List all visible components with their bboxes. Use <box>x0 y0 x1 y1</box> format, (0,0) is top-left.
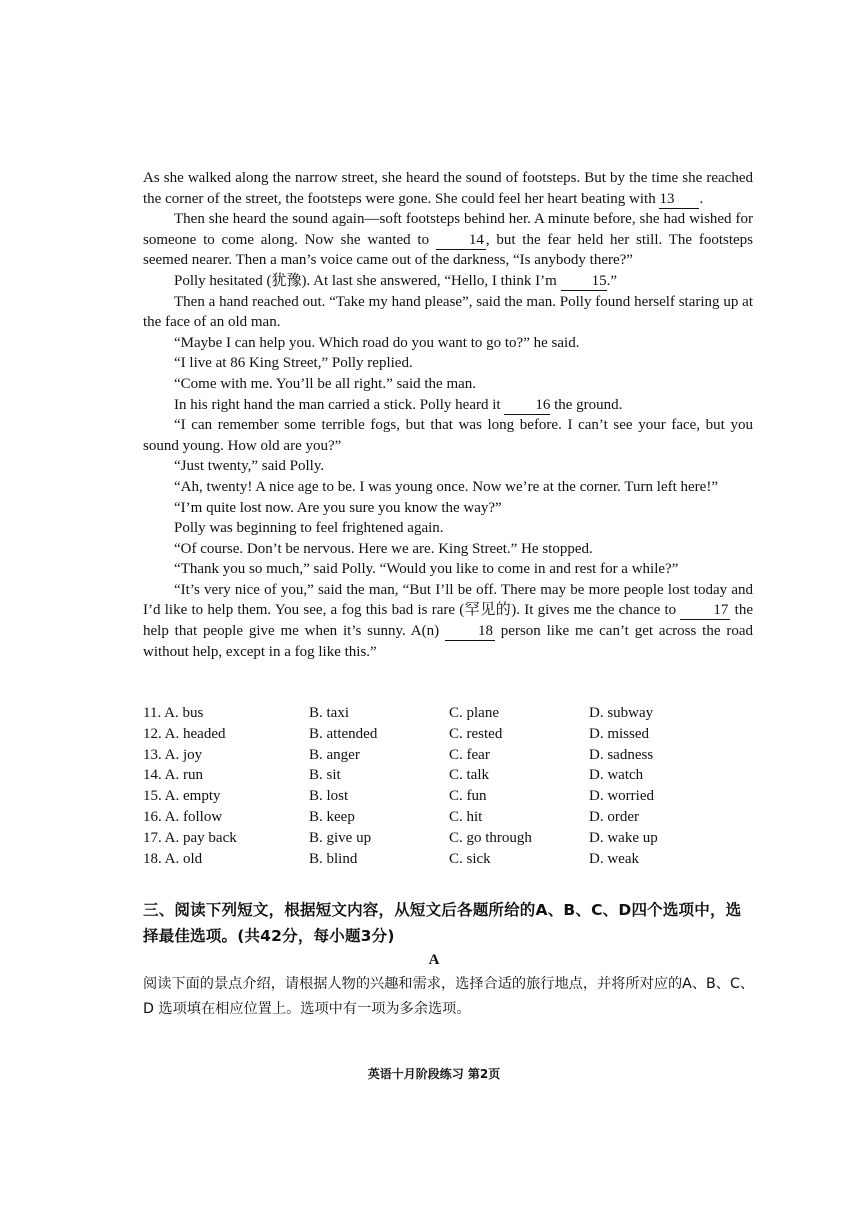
paragraph: “It’s very nice of you,” said the man, “But I’ll be off. There may be more people lost today and I’d like to help them. You see, a fog this bad is rare (罕见的). It gives me the chance to 17 the help that people give me when it’s sunny. A(n) 18 person like me can’t get across the road without help, except in a fog like this.” <box>143 581 754 660</box>
paragraph: Then she heard the sound again—soft footsteps behind her. A minute before, she had wished for someone to come along. Now she wanted to 14 , but the fear held her still. The footsteps seemed nearer. Then a man’s voice came out of the darkness, “Is anybody there?” <box>143 211 753 269</box>
option-row: 11. A. bus B. taxi C. plane D. subway <box>143 705 654 721</box>
answer-blank: 14 <box>436 232 486 250</box>
paragraph: “I live at 86 King Street,” Polly replied. <box>174 355 413 372</box>
paragraph: In his right hand the man carried a stick. Polly heard it 16 the ground. <box>174 396 623 413</box>
option-row: 18. A. old B. blind C. sick D. weak <box>143 850 639 867</box>
paragraph: “Of course. Don’t be nervous. Here we are. King Street.” He stopped. <box>174 540 593 557</box>
section-heading: 三、阅读下列短文，根据短文内容，从短文后各题所给的A、B、C、D四个选项中，选择最佳选项。(共42分，每小题3分) <box>143 901 742 945</box>
option-row: 15. A. empty B. lost C. fun D. worried <box>143 788 654 805</box>
paragraph: “Ah, twenty! A nice age to be. I was young once. Now we’re at the corner. Turn left here!” <box>174 478 718 495</box>
option-row: 12. A. headed B. attended C. rested D. missed <box>143 725 649 742</box>
answer-options <box>143 703 683 869</box>
paragraph: “I’m quite lost now. Are you sure you know the way?” <box>174 499 502 516</box>
paragraph: Polly was beginning to feel frightened again. <box>174 520 444 537</box>
answer-blank: 18 <box>445 623 495 641</box>
answer-blank: 13 <box>659 191 699 209</box>
subsection-label: A <box>428 952 440 968</box>
paragraph: “Thank you so much,” said Polly. “Would you like to come in and rest for a while?” <box>174 561 679 578</box>
option-row: 16. A. follow B. keep C. hit D. order <box>143 808 639 825</box>
paragraph: Then a hand reached out. “Take my hand please”, said the man. Polly found herself staring up at the face of an old man. <box>143 293 753 331</box>
option-row: 14. A. run B. sit C. talk D. watch <box>143 767 644 784</box>
paragraph: As she walked along the narrow street, she heard the sound of footsteps. But by the time she reached the corner of the street, the footsteps were gone. She could feel her heart beating with 13 . <box>143 170 753 207</box>
option-row: 17. A. pay back B. give up C. go through D. wake up <box>143 829 658 846</box>
paragraph: “Just twenty,” said Polly. <box>174 458 325 475</box>
paragraph: Polly hesitated (犹豫). At last she answered, “Hello, I think I’m 15.” <box>174 272 618 289</box>
answer-blank: 15 <box>561 273 607 291</box>
answer-blank: 16 <box>504 397 550 415</box>
reading-passage <box>143 168 753 662</box>
paragraph: “Come with me. You’ll be all right.” said the man. <box>174 375 477 392</box>
option-row: 13. A. joy B. anger C. fear D. sadness <box>143 746 654 763</box>
instruction-text: 阅读下面的景点介绍，请根据人物的兴趣和需求，选择合适的旅行地点，并将所对应的A、B、C、D 选项填在相应位置上。选项中有一项为多余选项。 <box>143 976 755 1017</box>
paragraph: “Maybe I can help you. Which road do you want to go to?” he said. <box>174 334 580 351</box>
page-footer: 英语十月阶段练习 第2页 <box>367 1067 501 1081</box>
paragraph: “I can remember some terrible fogs, but that was long before. I can’t see your face, but you sound young. How old are you?” <box>143 417 753 454</box>
answer-blank: 17 <box>680 602 730 620</box>
